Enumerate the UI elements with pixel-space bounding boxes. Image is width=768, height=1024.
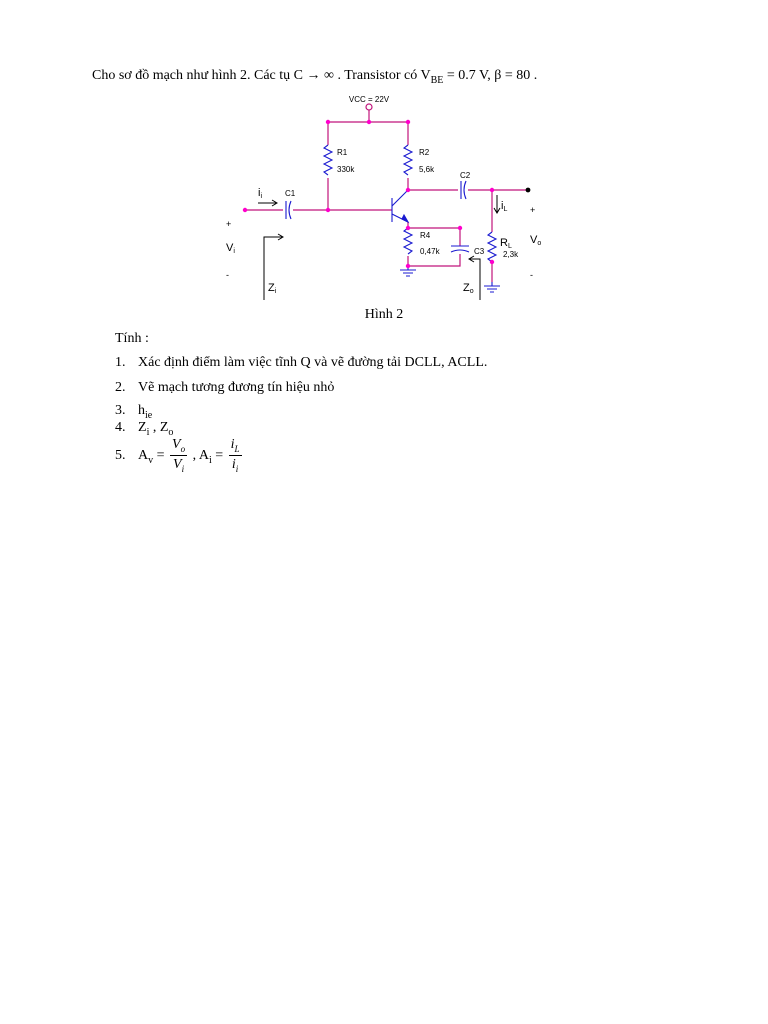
r4-label: R4	[420, 231, 431, 240]
vcc-label: VCC = 22V	[348, 95, 390, 104]
task-item: 2. Vẽ mạch tương đương tín hiệu nhỏ	[115, 380, 335, 395]
zi-label: Zi	[268, 282, 277, 295]
task-item: 3. $h_{ie}$	[115, 403, 153, 421]
c1-capacitor	[286, 201, 291, 219]
av-fraction: $\frac{V_o}{V_i}$	[172, 437, 186, 474]
figure-caption: Hình 2	[364, 307, 404, 322]
rl-resistor	[488, 232, 496, 262]
ground-icon	[484, 282, 500, 292]
vbe-subscript: BE	[430, 74, 444, 86]
task-item: 4. $Z_i$ , $Z_o$	[115, 420, 174, 438]
intro-text-tail: = 0.7 V, β = 80 .	[443, 68, 538, 83]
task-item: 1. Xác định điểm làm việc tĩnh Q và vẽ đường tải DCLL, ACLL.	[115, 355, 488, 370]
intro-text: Cho sơ đồ mạch như hình 2. Các tụ C → ∞ . Transistor có V	[92, 68, 431, 83]
vo-plus: +	[530, 205, 536, 215]
r4-resistor	[404, 228, 412, 254]
rl-label: RL	[500, 237, 512, 250]
vi-minus: -	[226, 270, 229, 280]
vi-plus: +	[226, 219, 232, 229]
r1-resistor	[324, 145, 332, 175]
vo-minus: -	[530, 270, 533, 280]
ii-label: ii	[258, 187, 263, 200]
task-item: 5. $A_v$ = $\frac{V_o}{V_i}$ , $A_i$ = $\frac{i_L}{i_i}$	[115, 437, 240, 474]
r1-label: R1	[337, 148, 348, 157]
r1-value: 330k	[337, 165, 355, 174]
rl-value: 2,3k	[503, 250, 519, 259]
r4-value: 0,47k	[420, 247, 440, 256]
circuit-diagram	[0, 0, 768, 330]
vi-label: Vi	[226, 242, 235, 255]
c2-label: C2	[460, 171, 471, 180]
c1-label: C1	[285, 189, 296, 198]
il-label: iL	[501, 200, 508, 213]
vo-label: Vo	[530, 234, 542, 247]
r2-resistor	[404, 145, 412, 175]
r2-value: 5,6k	[419, 165, 435, 174]
zo-label: Zo	[463, 282, 474, 295]
tasks-title: Tính :	[115, 331, 149, 346]
c3-label: C3	[474, 247, 485, 256]
r2-label: R2	[419, 148, 430, 157]
c2-capacitor	[461, 181, 466, 199]
c3-capacitor	[451, 246, 469, 252]
ai-fraction: $\frac{i_L}{i_i}$	[230, 437, 240, 474]
